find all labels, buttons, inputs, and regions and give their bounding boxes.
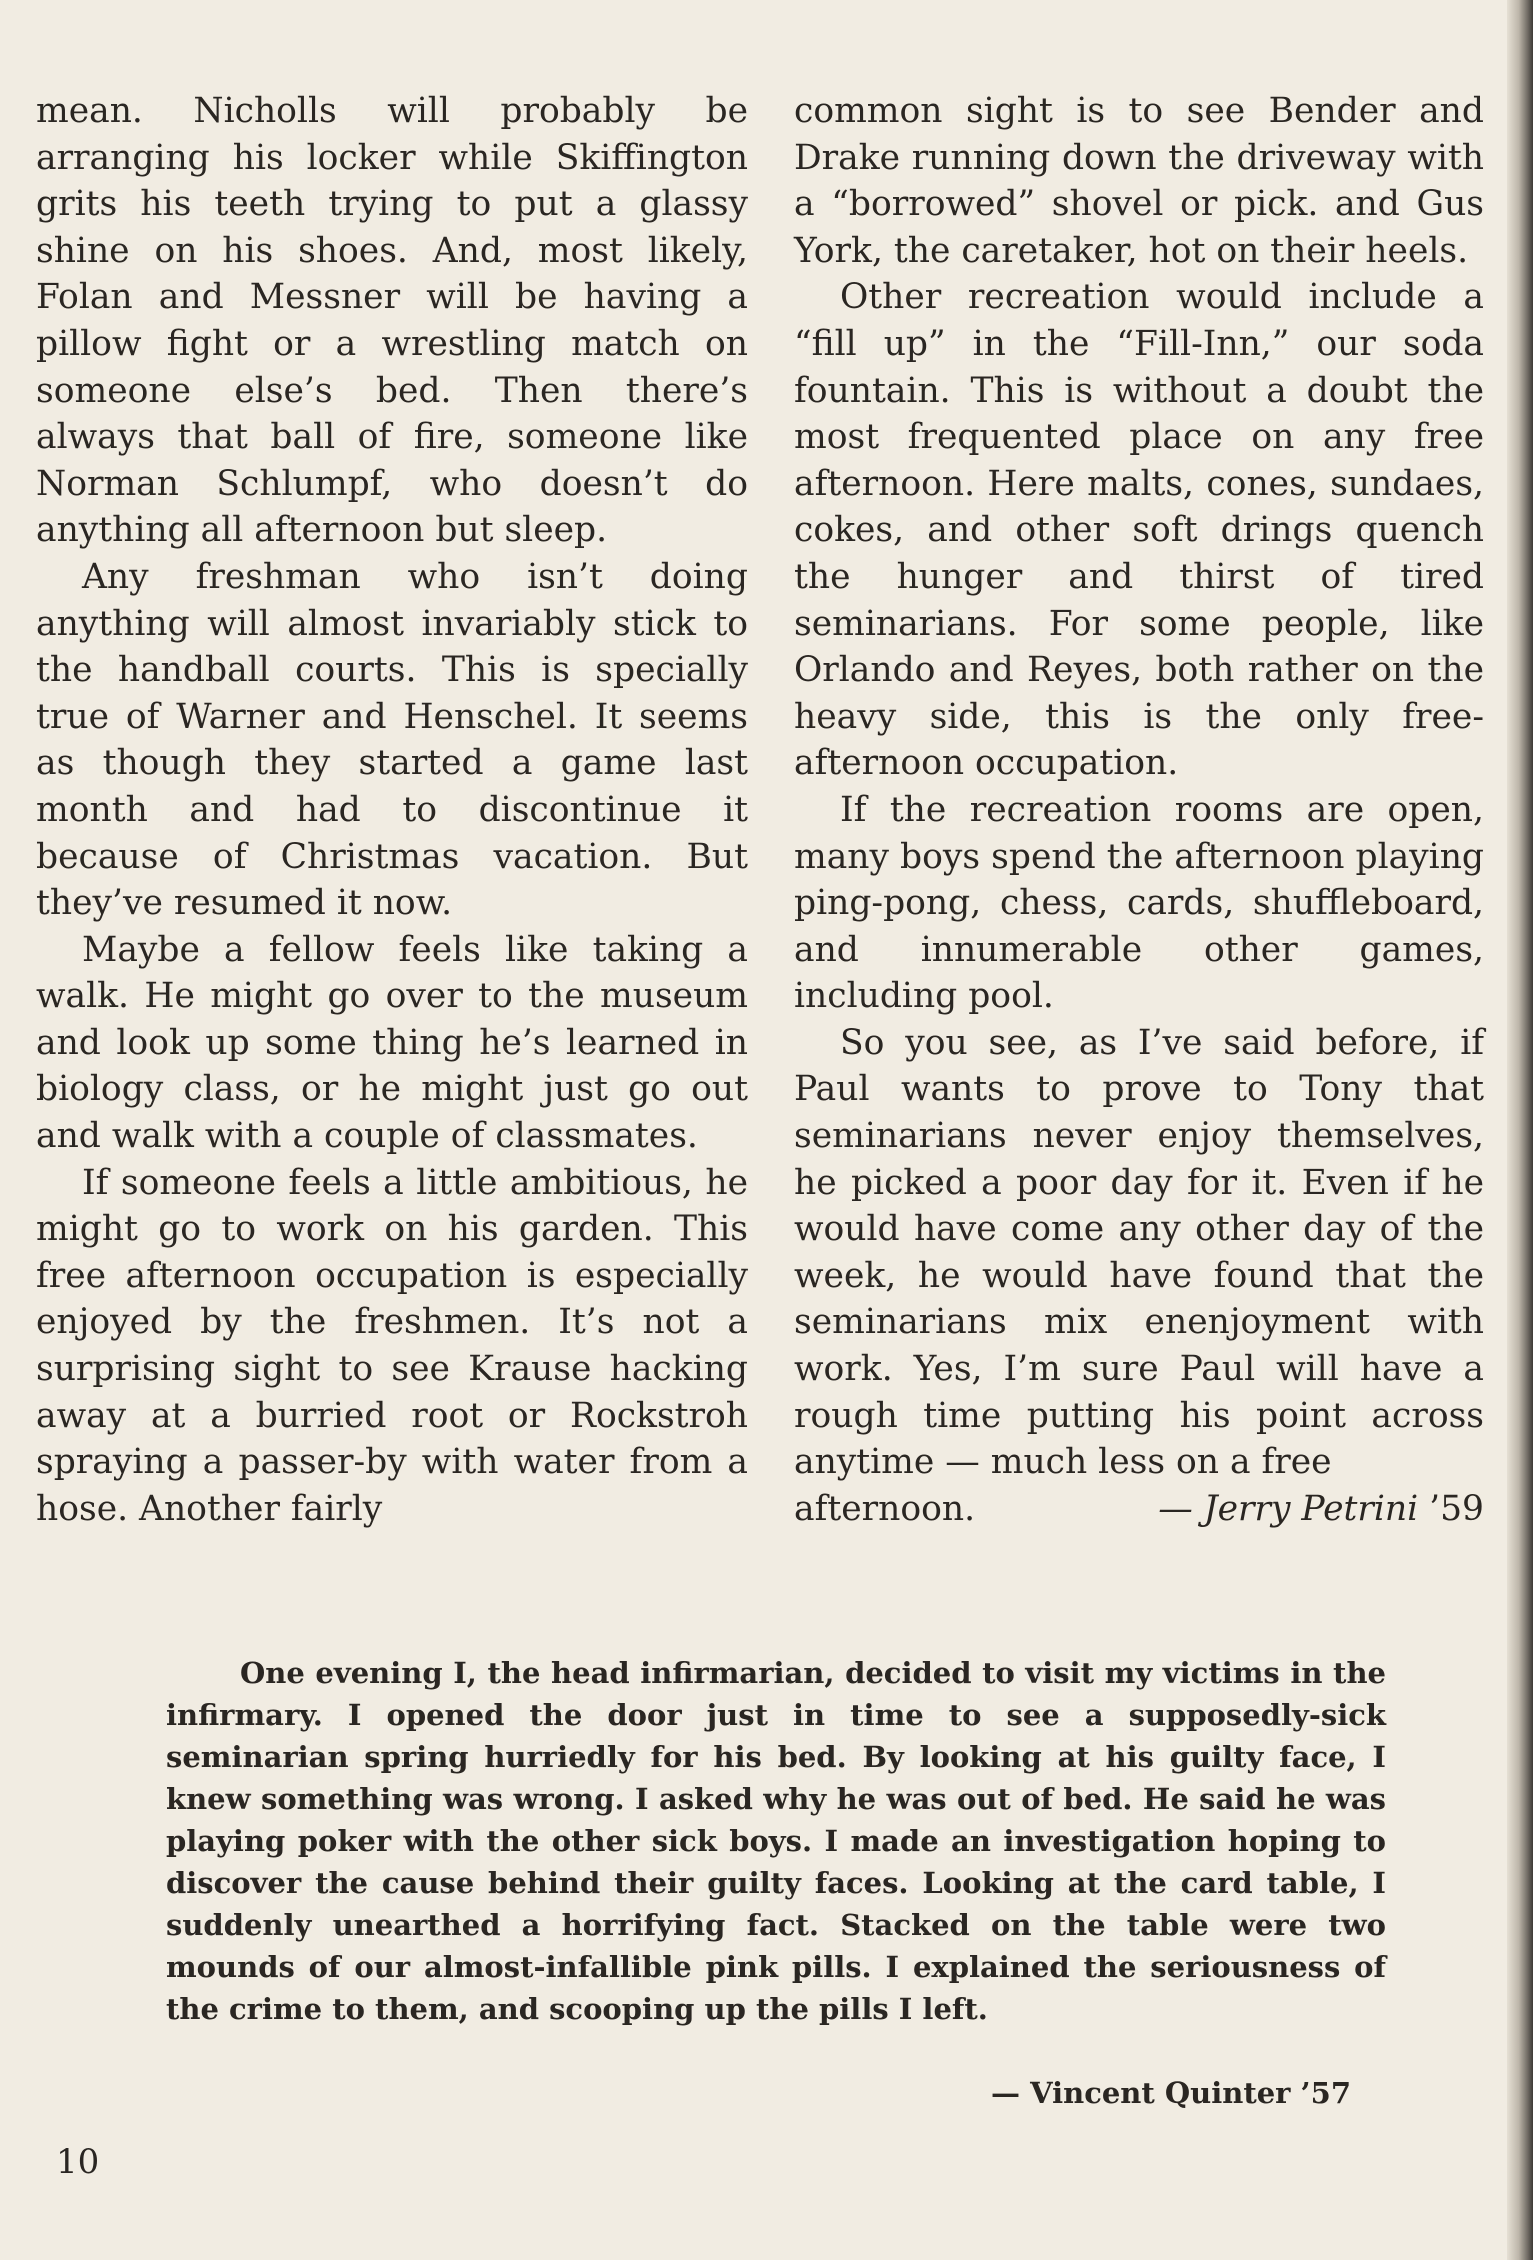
paragraph: Other recreation would include a “fill up” in the “Fill-Inn,” our soda fountain. This is without a doubt the most frequented place on any free afternoon. Here malts, cones, sundaes, cokes, and other soft drings quench the hunger and thirst of tired seminarians. For some people, like Orlando and Reyes, both rather on the heavy side, this is the only free-afternoon occupation. bbox=[794, 277, 1484, 784]
article-author: — Jerry Petrini ’59 bbox=[1158, 1488, 1484, 1529]
closing-word: afternoon. bbox=[794, 1488, 976, 1529]
right-text-column bbox=[794, 88, 1484, 1532]
paragraph: So you see, as I’ve said before, if Paul wants to prove to Tony that seminarians never enjoy themselves, he picked a poor day for it. Even if he would have come any other day of the week, he would have found that the seminarians mix enenjoyment with work. Yes, I’m sure Paul will have a rough time putting his point across anytime — much less on a free bbox=[794, 1022, 1484, 1483]
article-signature-line bbox=[794, 1486, 1484, 1533]
paragraph: Any freshman who isn’t doing anything will almost invariably stick to the handball courts. This is specially true of Warner and Henschel. It seems as though they started a game last month and had to discontinue it because of Christmas vacation. But they’ve resumed it now. bbox=[36, 556, 748, 924]
paragraph: Maybe a fellow feels like taking a walk. He might go over to the museum and look up some thing he’s learned in biology class, or he might just go out and walk with a couple of classmates. bbox=[36, 929, 748, 1157]
anecdote-author: — Vincent Quinter ’57 bbox=[991, 2076, 1351, 2110]
page-edge-shadow bbox=[1507, 0, 1533, 2260]
infirmary-anecdote bbox=[166, 1652, 1386, 2030]
left-text-column bbox=[36, 88, 748, 1532]
paragraph: common sight is to see Bender and Drake running down the driveway with a “borrowed” shovel or pick. and Gus York, the caretaker, hot on their heels. bbox=[794, 91, 1484, 271]
paragraph: If someone feels a little ambitious, he might go to work on his garden. This free afternoon occupation is especially enjoyed by the freshmen. It’s not a surprising sight to see Krause hacking away at a burried root or Rockstroh spraying a passer-by with water from a hose. Another fairly bbox=[36, 1162, 748, 1529]
paragraph: If the recreation rooms are open, many boys spend the afternoon playing ping-pong, chess, cards, shuffleboard, and innumerable other games, including pool. bbox=[794, 789, 1484, 1017]
page-number: 10 bbox=[56, 2142, 100, 2182]
paragraph: mean. Nicholls will probably be arranging his locker while Skiffington grits his teeth trying to put a glassy shine on his shoes. And, most likely, Folan and Messner will be having a pillow fight or a wrestling match on someone else’s bed. Then there’s always that ball of fire, someone like Norman Schlumpf, who doesn’t do anything all afternoon but sleep. bbox=[36, 91, 748, 551]
anecdote-text: One evening I, the head infirmarian, decided to visit my victims in the infirmary. I opened the door just in time to see a supposedly-sick seminarian spring hurriedly for his bed. By looking at his guilty face, I knew something was wrong. I asked why he was out of bed. He said he was playing poker with the other sick boys. I made an investigation hoping to discover the cause behind their guilty faces. Looking at the card table, I suddenly unearthed a horrifying fact. Stacked on the table were two mounds of our almost-infallible pink pills. I explained the seriousness of the crime to them, and scooping up the pills I left. bbox=[166, 1656, 1386, 2026]
